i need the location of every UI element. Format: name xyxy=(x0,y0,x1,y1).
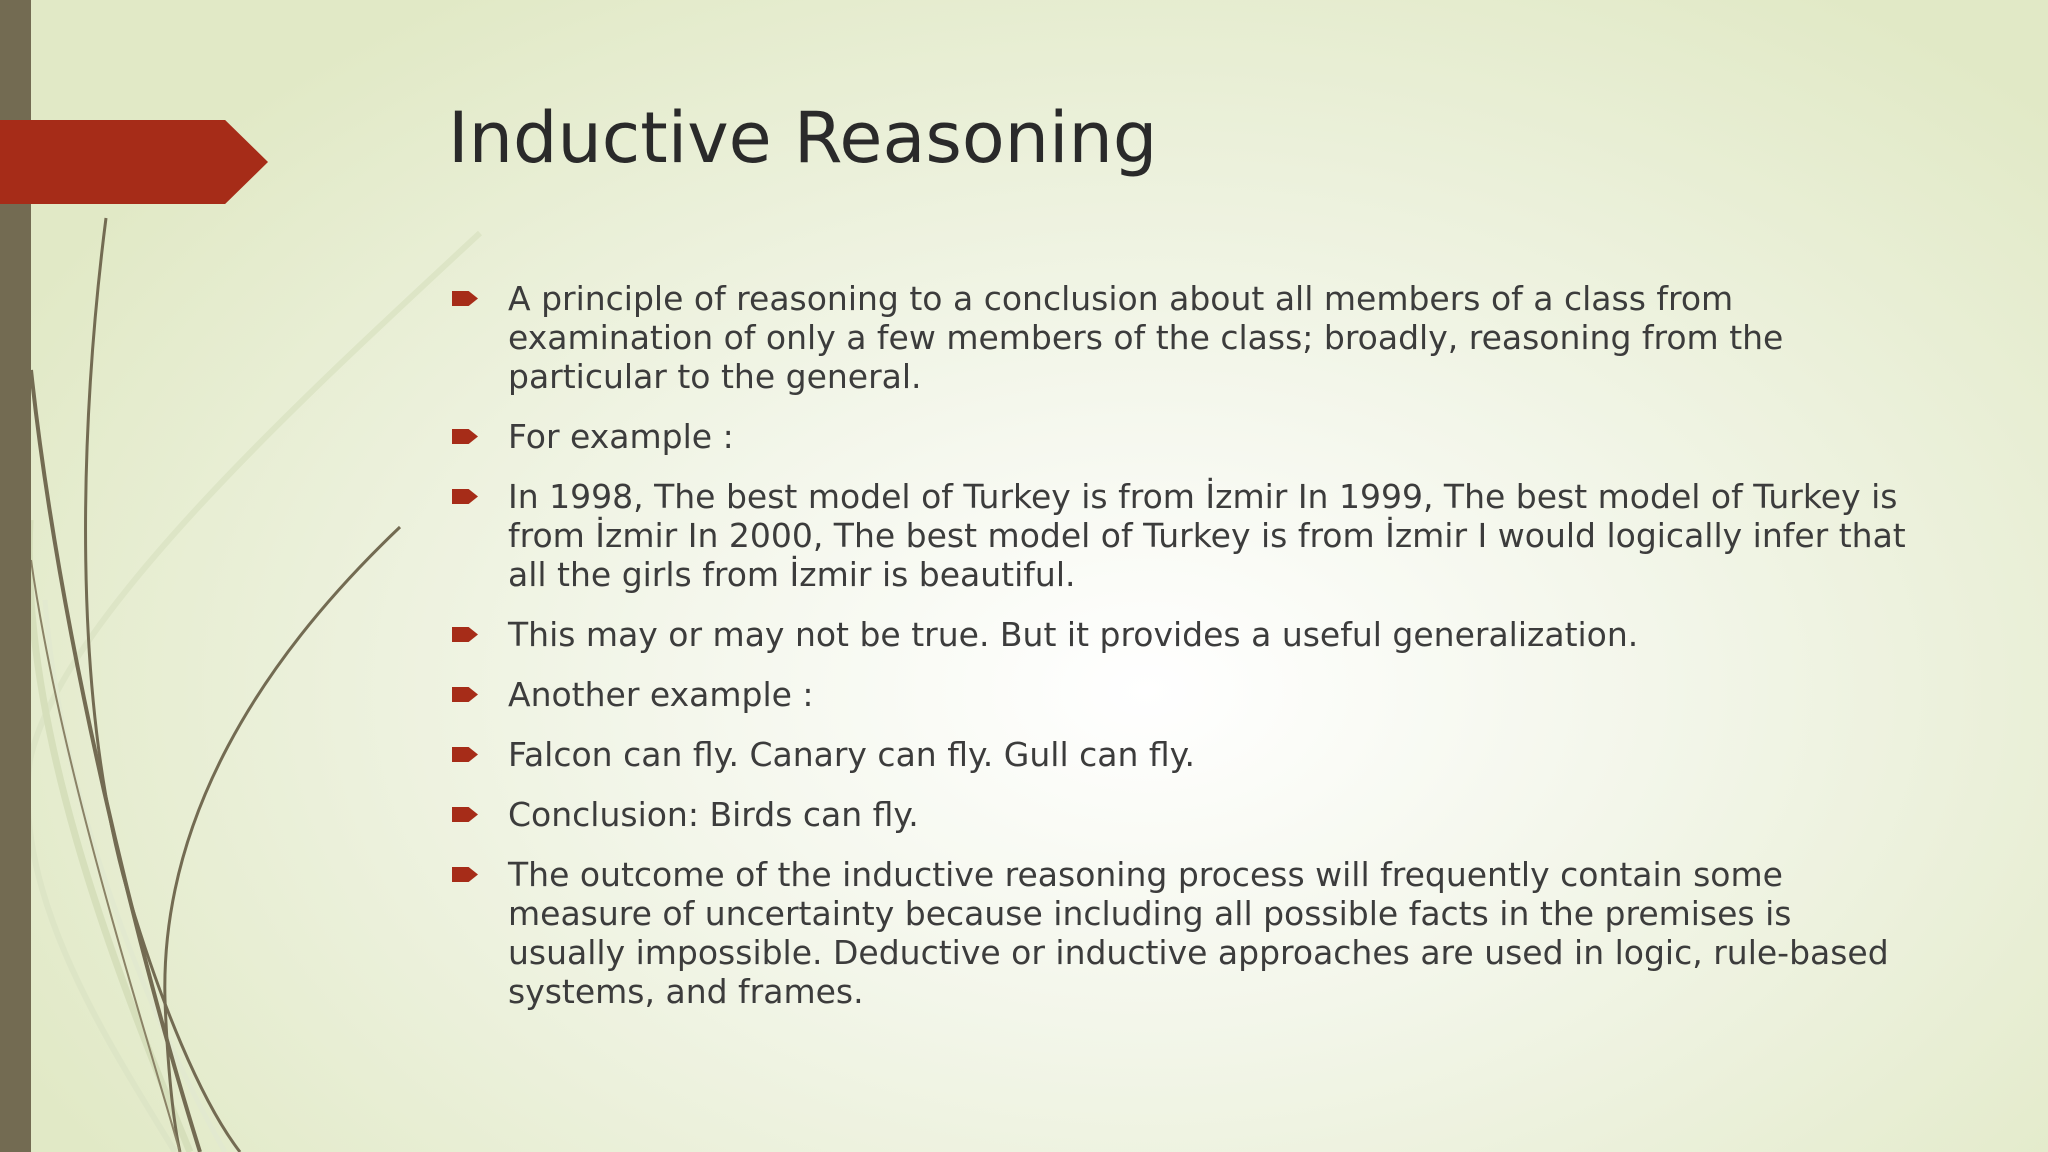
arrow-bullet-icon xyxy=(452,291,478,306)
arrow-bullet-icon xyxy=(452,867,478,882)
bullet-text: Falcon can fly. Canary can fly. Gull can fly. xyxy=(508,735,1195,774)
bullet-text: This may or may not be true. But it provides a useful generalization. xyxy=(508,615,1639,654)
bullet-item xyxy=(448,855,1918,1011)
bullet-text: A principle of reasoning to a conclusion about all members of a class from examination of only a few members of the class; broadly, reasoning from the particular to the general. xyxy=(508,279,1784,396)
bullet-list xyxy=(448,279,1918,1032)
bullet-text: Another example : xyxy=(508,675,814,714)
arrow-bullet-icon xyxy=(452,489,478,504)
arrow-bullet-icon xyxy=(452,627,478,642)
bullet-item xyxy=(448,615,1918,654)
decor-curve-dark-3 xyxy=(165,527,400,1152)
bullet-text: In 1998, The best model of Turkey is from İzmir In 1999, The best model of Turkey is from İzmir In 2000, The best model of Turkey is from İzmir I would logically infer that all the girls from İzmir is beautiful. xyxy=(508,477,1906,594)
decor-curve-light-1 xyxy=(28,233,480,1152)
bullet-item xyxy=(448,675,1918,714)
title-arrow-marker xyxy=(0,120,268,204)
arrow-bullet-icon xyxy=(452,747,478,762)
bullet-item xyxy=(448,417,1918,456)
arrow-bullet-icon xyxy=(452,687,478,702)
decor-curve-light-3 xyxy=(45,600,225,1152)
bullet-text: The outcome of the inductive reasoning process will frequently contain some measure of uncertainty because including all possible facts in the premises is usually impossible. Deductive or inductive approaches are used in logic, rule-based systems, and frames. xyxy=(508,855,1889,1011)
bullet-text: Conclusion: Birds can fly. xyxy=(508,795,919,834)
decor-curve-dark-1 xyxy=(86,218,240,1152)
slide-title: Inductive Reasoning xyxy=(448,97,1158,179)
bullet-item xyxy=(448,477,1918,594)
bullet-item xyxy=(448,279,1918,396)
arrow-bullet-icon xyxy=(452,429,478,444)
arrow-bullet-icon xyxy=(452,807,478,822)
bullet-item xyxy=(448,735,1918,774)
bullet-text: For example : xyxy=(508,417,734,456)
bullet-item xyxy=(448,795,1918,834)
